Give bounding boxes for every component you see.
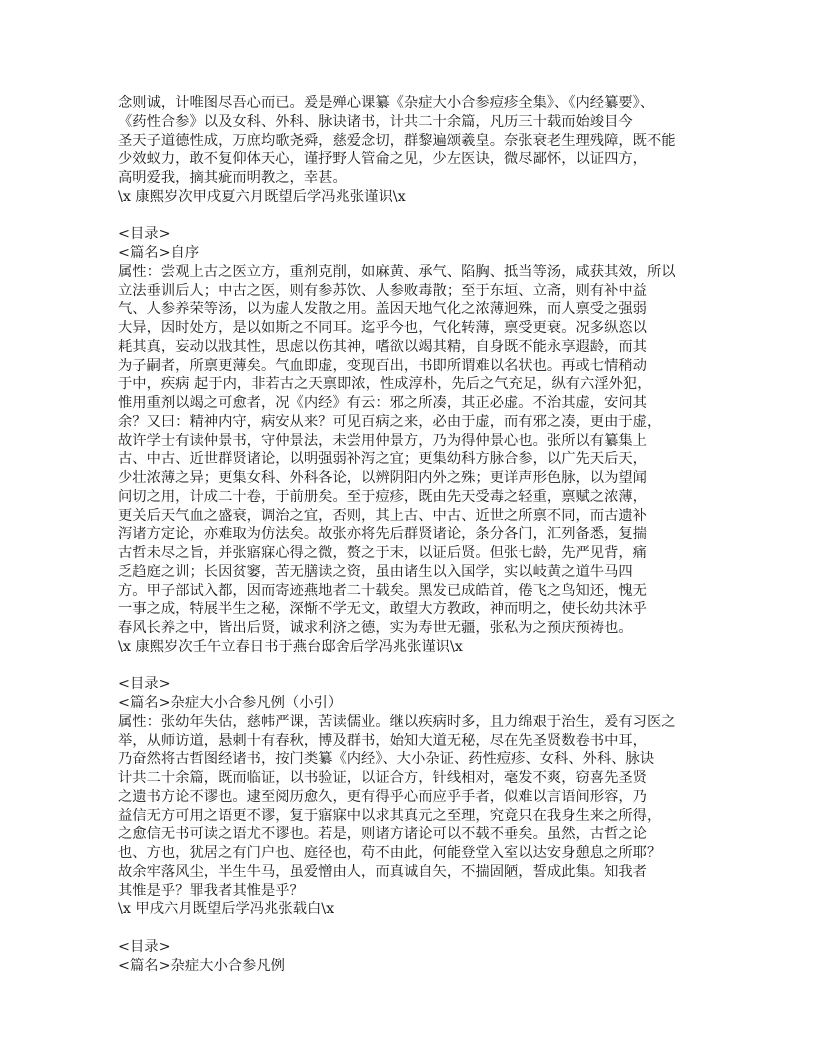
text-line: 问切之用，计成二十卷，于前册矣。至于痘疹，既由先天受毒之轻重，禀赋之浓薄， (118, 488, 647, 505)
text-line: 气、人参养荣等汤，以为虚人发散之用。盖因天地气化之浓薄迥殊，而人禀受之强弱 (118, 301, 647, 318)
text-line: 古哲未尽之旨，并张寤寐心得之微，赘之于末，以证后贤。但张七龄，先严见背，痛 (118, 545, 647, 561)
text-line: 古、中古、近世群贤诸论，以明强弱补泻之宜；更集幼科方脉合参，以广先天后天， (118, 451, 647, 468)
section-title: <篇名>自序 (118, 245, 200, 261)
signature-line: \x 康熙岁次甲戌夏六月既望后学冯兆张谨识\x (118, 188, 406, 205)
section-general-rules-intro (118, 675, 718, 919)
text-line: 少效蚁力，敢不复仰体天心，谨抒野人管侖之见，少左医诀，微尽鄙怀，以证四方， (118, 151, 647, 168)
section-title: <篇名>杂症大小合参凡例 (118, 957, 285, 974)
text-line: 之愈信无书可读之语尤不谬也。若是，则诸方诸论可以不载不垂矣。虽然，古哲之论 (118, 826, 647, 843)
text-line: 一事之成，特展半生之秘，深惭不学无文，敢望大方教政，神而明之，使长幼共沐乎 (118, 601, 647, 618)
text-line: 大异，因时处方，是以如斯之不同耳。迄乎今也，气化转薄，禀受更衰。况多纵恣以 (118, 320, 647, 336)
text-line: 念则诚，计唯图尽吾心而已。爰是殚心课纂《杂症大小合参痘疹全集》、《内经纂要》、 (118, 95, 655, 111)
spacer (118, 919, 718, 938)
text-line: 《药性合参》以及女科、外科、脉诀诸书，计共二十余篇，凡历三十载而始竣目今 (118, 113, 633, 130)
text-line: 耗其真，妄动以戕其性，思虑以伤其神，嗜欲以竭其精，自身既不能永享遐龄，而其 (118, 338, 647, 355)
text-line: 计共二十余篇，既而临证，以书验证，以证合方，针线相对，毫发不爽，窃喜先圣贤 (118, 770, 647, 786)
text-line: 于中，疾病 起于内，非若古之天禀即浓，性成淳朴，先后之气充足，纵有六淫外犯， (118, 376, 652, 393)
text-line: 少壮浓薄之异；更集女科、外科各论，以辨阴阳内外之殊；更详声形色脉，以为望闻 (118, 470, 647, 486)
section-general-rules (118, 938, 718, 976)
toc-marker: <目录> (118, 938, 171, 955)
text-line: 泻诸方定论，亦难取为仿法矣。故张亦将先后群贤诸论，条分各门，汇列备悉，复揣 (118, 526, 647, 543)
spacer (118, 657, 718, 676)
text-line: 益信无方可用之语更不谬，复于寤寐中以求其真元之至理，究竟只在我身生来之所得， (118, 807, 662, 824)
toc-marker: <目录> (118, 676, 171, 693)
text-line: 高明爱我，摘其疵而明教之，幸甚。 (118, 170, 347, 186)
text-line: 故许学士有读仲景书，守仲景法，未尝用仲景方，乃为得仲景心也。张所以有纂集上 (118, 432, 647, 449)
text-line: 乃奋然将古哲图经诸书，按门类纂《内经》、大小杂证、药性痘疹、女科、外科、脉诀 (118, 751, 655, 768)
text-line: 惟用重剂以竭之可愈者，况《内经》有云：邪之所凑，其正必虚。不治其虚，安问其 (118, 395, 647, 411)
text-line: 立法垂训后人；中古之医，则有参苏饮、人参败毒散；至于东垣、立斋，则有补中益 (118, 282, 647, 299)
text-line: 属性：尝观上古之医立方，重剂克削，如麻黄、承气、陷胸、抵当等汤，咸获其效，所以 (118, 263, 676, 280)
text-line: 圣天子道德性成，万庶均歌尧舜，慈爱念切，群黎遍颂羲皇。奈张衰老生理残障，既不能 (118, 132, 676, 149)
text-line: 其惟是乎？罪我者其惟是乎？ (118, 882, 304, 899)
text-line: 乏趋庭之训；长因贫窭，苦无膳读之资，虽由诸生以入国学，实以岐黄之道牛马四 (118, 563, 633, 580)
signature-line: \x 康熙岁次壬午立春日书于燕台邸舍后学冯兆张谨识\x (118, 638, 463, 655)
toc-marker: <目录> (118, 226, 171, 243)
signature-line: \x 甲戌六月既望后学冯兆张载白\x (118, 901, 335, 918)
text-line: 故余牢落风尘，半生牛马，虽爱憎由人，而真诚自矢，不揣固陋，誓成此集。知我者 (118, 863, 647, 880)
text-line: 举，从师访道，悬刺十有春秋，博及群书，始知大道无秘，尽在先圣贤数卷书中耳， (118, 732, 647, 749)
text-line: 余？又曰：精神内守，病安从来？可见百病之来，必由于虚，而有邪之凑，更由于虚， (118, 413, 662, 430)
text-line: 也、方也，犹居之有门户也、庭径也，苟不由此，何能登堂入室以达安身憩息之所耶？ (118, 845, 662, 861)
document-page (118, 94, 718, 975)
text-line: 更关后天气血之盛衰，调治之宜，否则，其上古、中古、近世之所禀不同，而古遗补 (118, 507, 647, 524)
spacer (118, 207, 718, 226)
text-line: 方。甲子部试入都，因而寄迹燕地者二十载矣。黑发已成皓首，倦飞之鸟知还，愧无 (118, 582, 647, 599)
text-line: 属性：张幼年失估，慈帏严课，苦读儒业。继以疾病时多，且力绵艰于治生，爰有习医之 (118, 713, 676, 730)
text-line: 为子嗣者，所禀更薄矣。气血即虚，变现百出，书即所谓难以名状也。再或七情稍动 (118, 357, 647, 374)
text-line: 之遗书方论不谬也。逮至阅历愈久，更有得乎心而应乎手者，似难以言语间形容，乃 (118, 788, 647, 805)
section-self-preface (118, 225, 718, 656)
preface-ending (118, 94, 718, 207)
section-title: <篇名>杂症大小合参凡例（小引） (118, 695, 343, 711)
text-line: 春风长养之中，皆出后贤，诚求利济之德，实为寿世无疆，张私为之预庆预祷也。 (118, 620, 633, 636)
